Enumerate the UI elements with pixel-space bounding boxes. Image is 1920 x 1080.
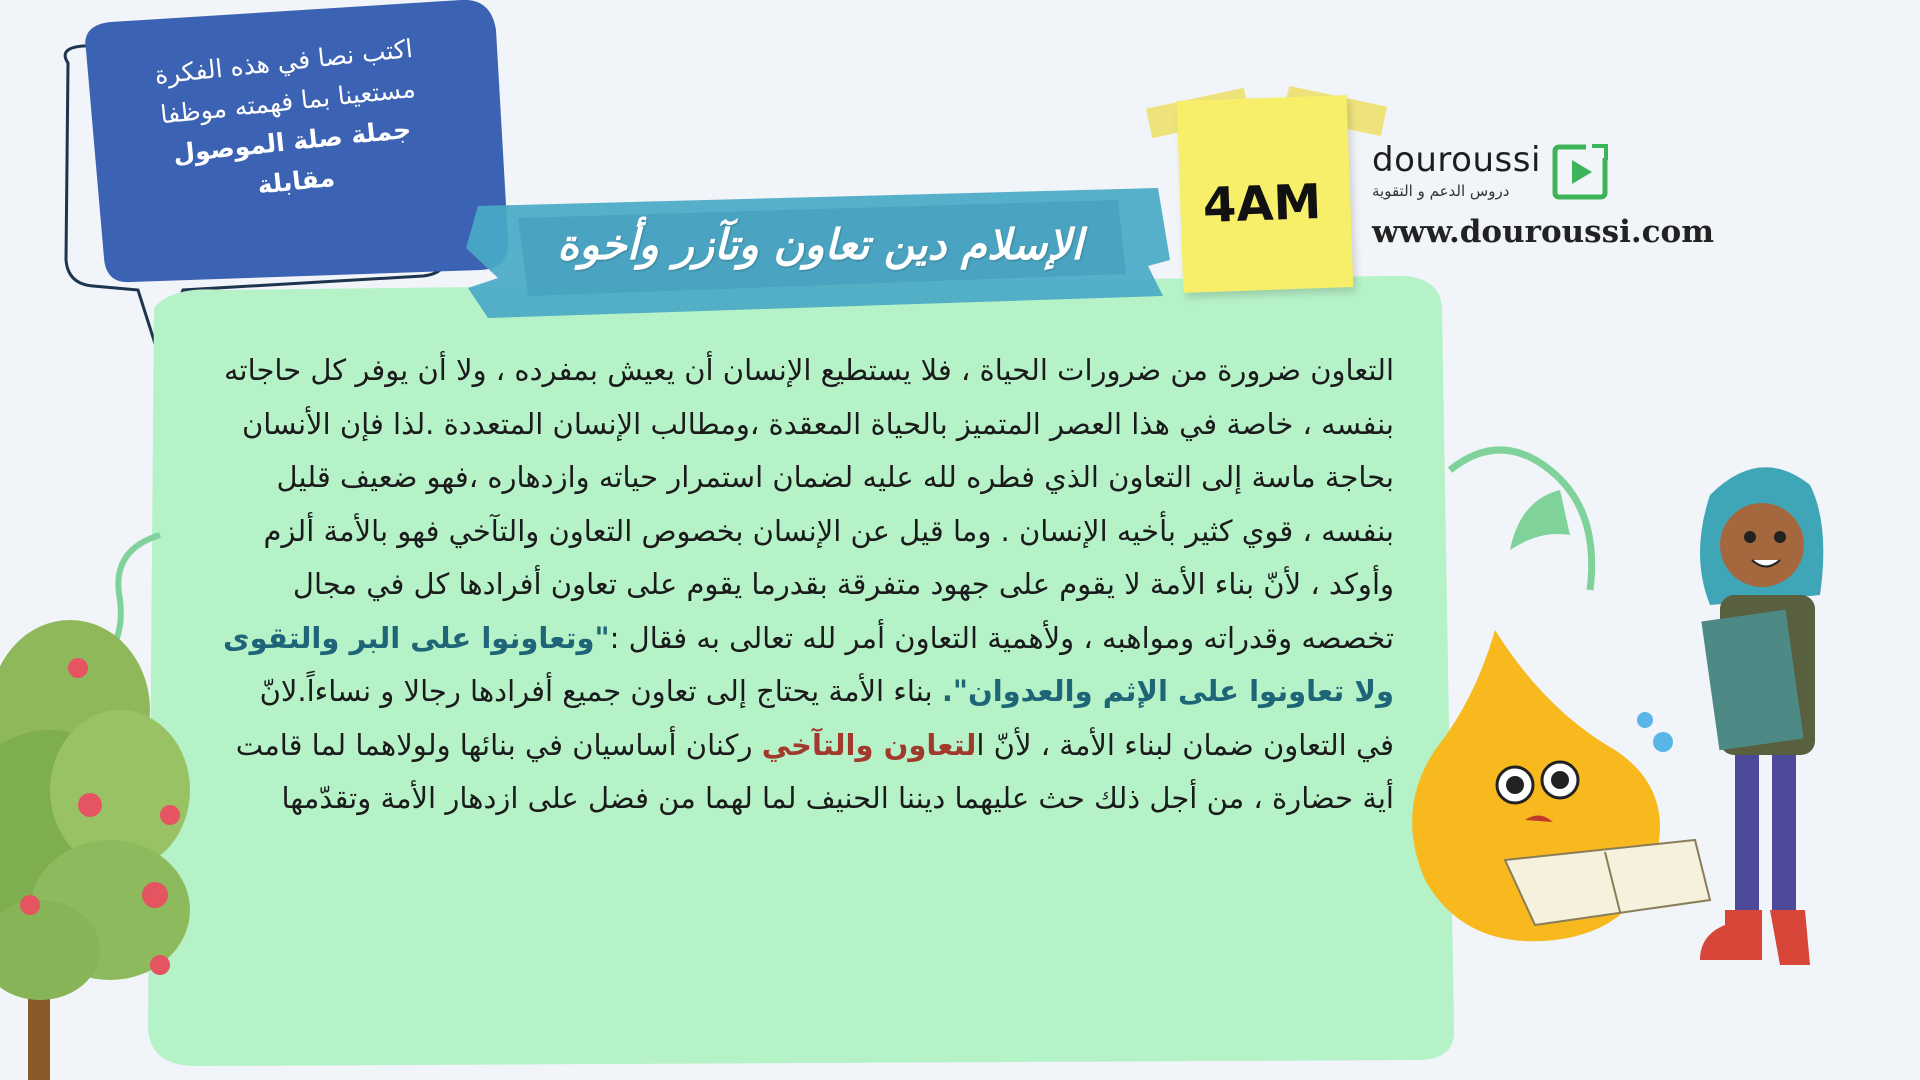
vine-right-icon [1440,440,1610,640]
website-url[interactable]: www.douroussi.com [1372,214,1714,250]
body-text-part-1: التعاون ضرورة من ضرورات الحياة ، فلا يستطيع الإنسان أن يعيش بمفرده ، ولا أن يوفر كل حاجاته بنفسه ، خاصة في هذا العصر المتميز بالحياة المعقدة ،ومطالب الإنسان المتعددة .لذا فإن الأنسان بحاجة ماسة إلى التعاون الذي فطره لله عليه لضمان استمرار حياته وازدهاره ،فهو ضعيف قليل بنفسه ، قوي كثير بأخيه الإنسان . وما قيل عن الإنسان بخصوص التعاون والتآخي فهو بالأمة ألزم وأوكد ، لأنّ بناء الأمة لا يقوم على جهود متفرقة بقدرما يقوم على تعاون أفرادها كل في مجال تخصصه وقدراته ومواهبه ، ولأهمية التعاون أمر لله تعالى به فقال : [223,353,1394,655]
bubble-line-2: مستعينا بما فهمته موظفا [158,73,417,130]
logo-wordmark: douroussi [1372,140,1541,180]
bubble-line-1: اكتب نصا في هذه الفكرة [153,33,415,90]
girl-reading-icon [1680,455,1850,985]
highlighted-phrase: لتعاون والتآخي [761,727,977,762]
page-title: الإسلام دين تعاون وتآزر وأخوة [557,220,1083,269]
body-text [218,344,1394,826]
bubble-line-3: جملة صلة الموصول [171,114,413,169]
play-icon [1552,144,1608,200]
body-text-part-3: ركنان أساسيان في بنائها ولولاهما لما قامت أية حضارة ، من أجل ذلك حث عليهما ديننا الحنيف لما لهما من فضل على ازدهار الأمة وتقدّمها [235,727,1394,815]
quran-quote: "وتعاونوا على البر والتقوى ولا تعاونوا على الإثم والعدوان". [223,620,1394,708]
logo-tagline: دروس الدعم و التقوية [1372,182,1510,200]
mascot-icon [1395,620,1725,970]
bubble-line-4: مقابلة [256,162,337,200]
level-badge: 4AM [1201,173,1323,235]
tree-icon [0,590,220,1080]
body-text-part-2: بناء الأمة يحتاج إلى تعاون جميع أفرادها رجالا و نساءاً.لانّ في التعاون ضمان لبناء الأمة ، لأنّ ا [259,674,1394,762]
